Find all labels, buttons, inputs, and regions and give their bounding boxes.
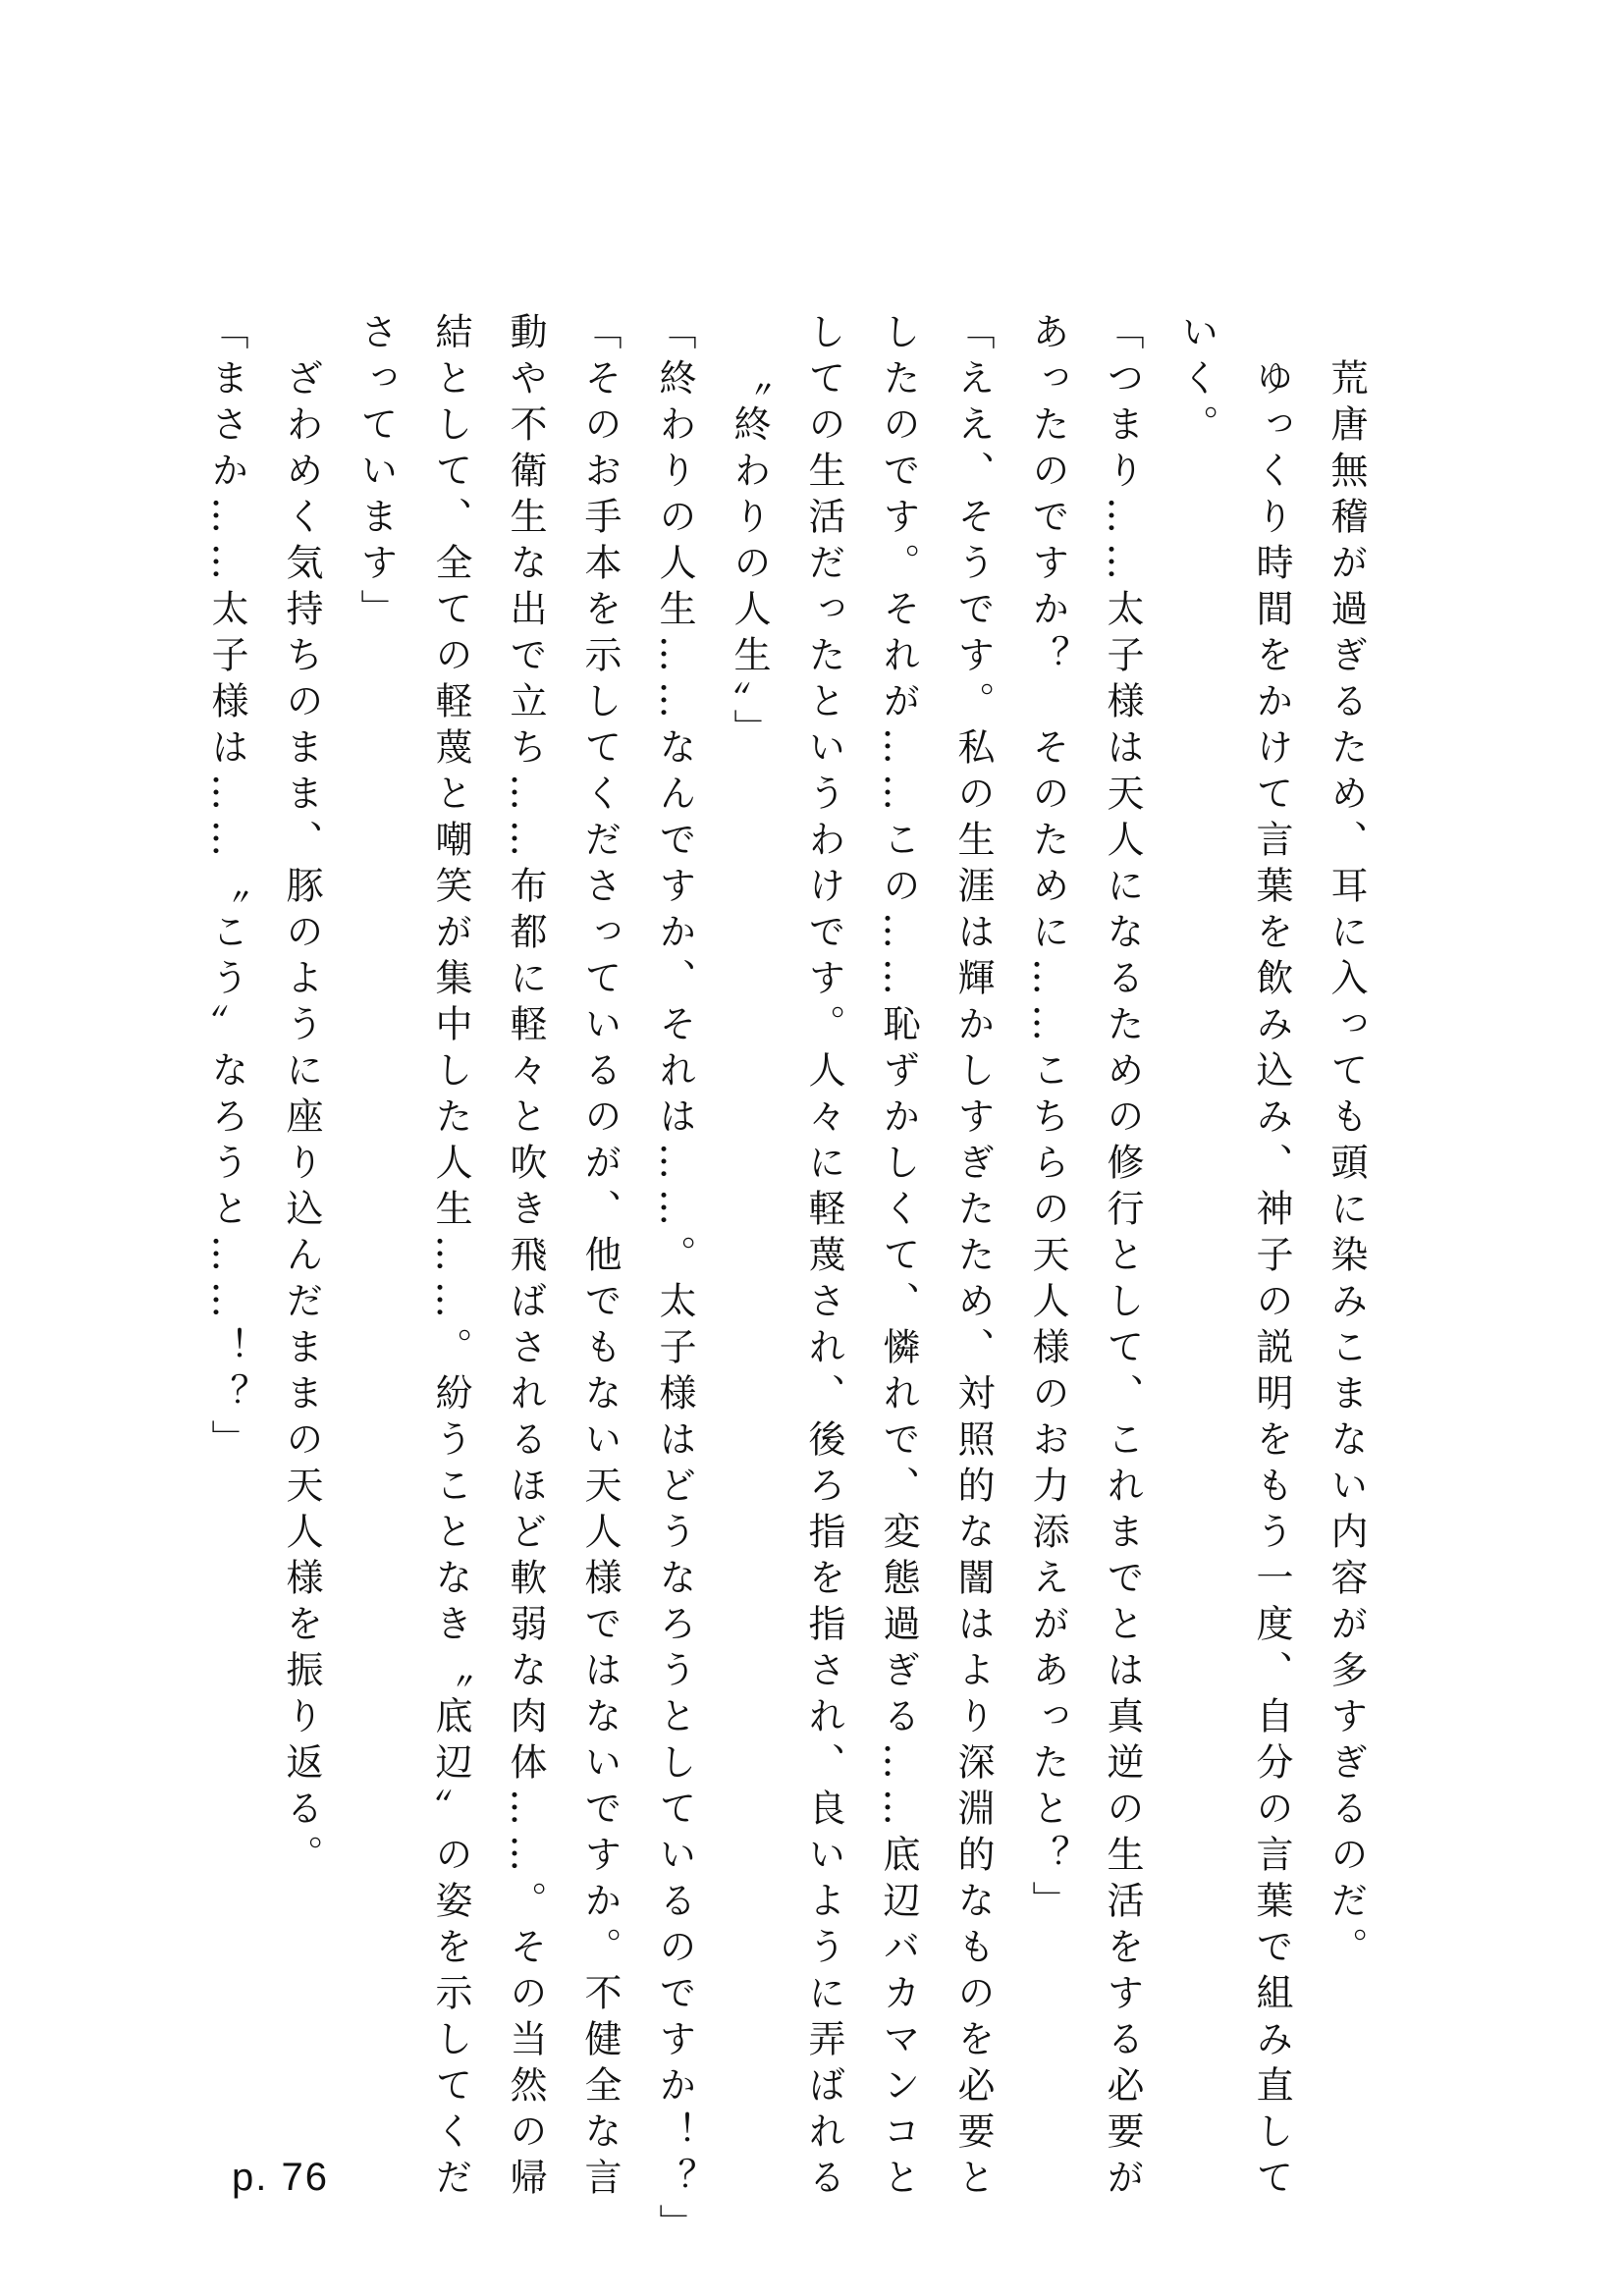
- text-line: 結として、全ての軽蔑と嘲笑が集中した人生……。紛うことなき〝底辺〟の姿を示してくだ: [429, 312, 472, 2204]
- text-line: 荒唐無稽が過ぎるため、耳に入っても頭に染みこまない内容が多すぎるのだ。: [1325, 358, 1368, 1973]
- text-line: しての生活だったというわけです。人々に軽蔑され、後ろ指を指され、良いように弄ばれる: [802, 312, 845, 2204]
- text-line: 〝終わりの人生〟」: [728, 358, 771, 755]
- dialogue-line: 「つまり……太子様は天人になるための修行として、これまでとは真逆の生活をする必要が: [1101, 312, 1144, 2204]
- text-line: さっています」: [354, 312, 398, 635]
- text-line: 動や不衛生な出で立ち……布都に軽々と吹き飛ばされるほど軟弱な肉体……。その当然の帰: [504, 312, 547, 2204]
- text-line: ゆっくり時間をかけて言葉を飲み込み、神子の説明をもう一度、自分の言葉で組み直して: [1250, 358, 1293, 2204]
- text-line: あったのですか？ そのために……こちらの天人様のお力添えがあったと？」: [1026, 312, 1069, 1927]
- text-line: ざわめく気持ちのまま、豚のように座り込んだままの天人様を振り返る。: [280, 358, 323, 1881]
- text-line: いく。: [1175, 312, 1218, 451]
- page-number: p. 76: [232, 2156, 329, 2199]
- dialogue-line: 「そのお手本を示してくださっているのが、他でもない天人様ではないですか。不健全な言: [578, 312, 622, 2204]
- dialogue-line: 「終わりの人生……なんですか、それは……。太子様はどうなろうとしているのですか！？」: [653, 312, 696, 2250]
- dialogue-line: 「まさか……太子様は……〝こう〟なろうと……！？」: [205, 312, 248, 1466]
- text-line: したのです。それが……この……恥ずかしくて、憐れで、変態過ぎる……底辺バカマンコと: [877, 312, 920, 2204]
- dialogue-line: 「ええ、そうです。私の生涯は輝かしすぎたため、対照的な闇はより深淵的なものを必要と: [951, 312, 995, 2204]
